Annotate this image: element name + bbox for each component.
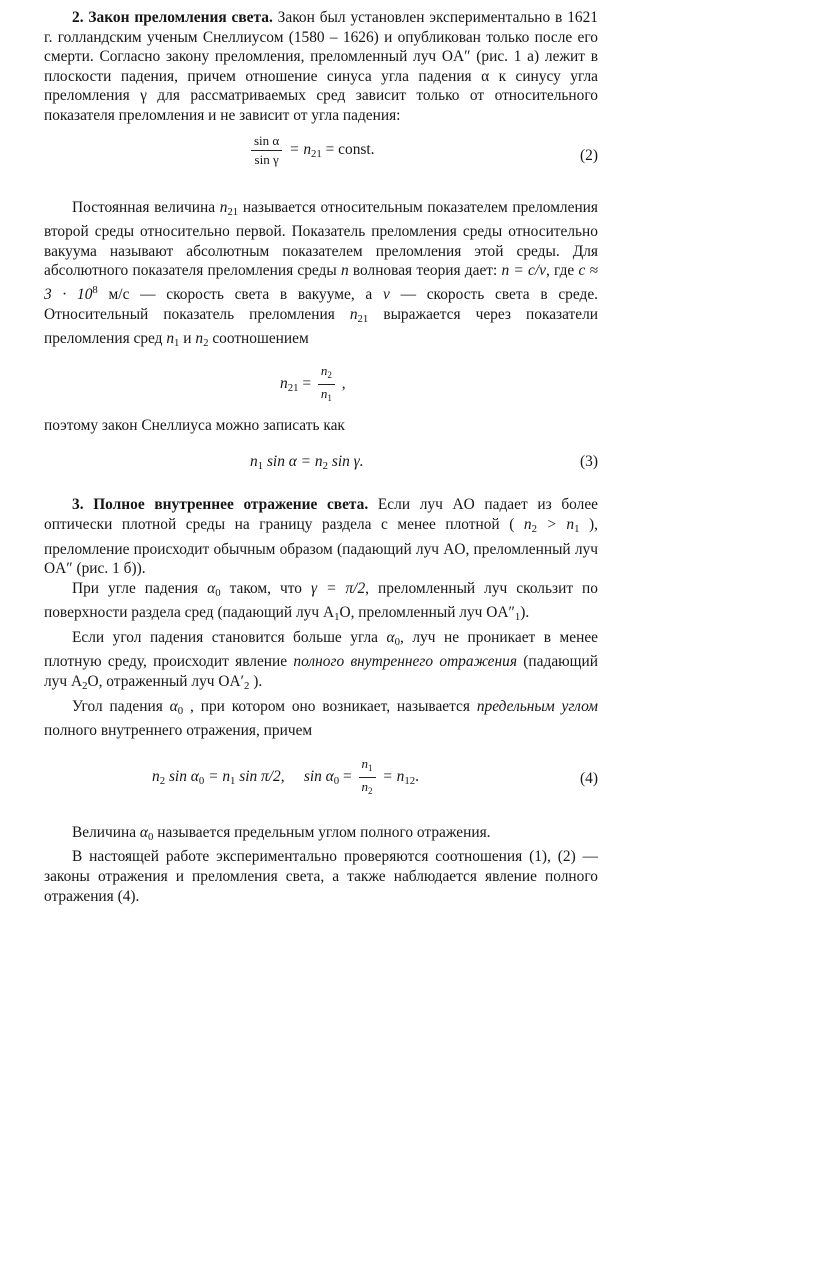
section3-heading: 3. Полное внутреннее отражение света. xyxy=(72,496,369,514)
section2-paragraph-3: поэтому закон Снеллиуса можно записать как xyxy=(44,416,345,434)
section3-paragraph-5: Величина $\alpha_0$ называется предельным углом полного отражения. xyxy=(72,823,491,843)
section2-heading: 2. Закон преломления света. xyxy=(72,9,273,26)
section3-paragraph-6: В настоящей работе экспериментально проверяются соотношения (1), (2) — законы отражения и преломления света, а также наблюдается явление полного отражения (4). xyxy=(44,848,598,905)
section2-paragraph xyxy=(44,8,598,126)
n1-over-n2-fraction: $\frac{n_1}{n_2}$ xyxy=(359,755,376,800)
document-page xyxy=(44,0,598,906)
equation-ratio: $n_{21}$ = $\frac{n_2}{n_1}$ , xyxy=(44,362,598,416)
sin-ratio-fraction: $\frac{\text{sin α}}{\text{sin γ}}$ xyxy=(251,132,282,169)
section3-paragraph-2: При угле падения $\alpha_0$ таком, что γ = π/2, преломленный луч скользит по поверхности раздела сред (падающий луч $A_1O$, преломленный луч $OA''_1$). xyxy=(44,579,598,624)
section3-paragraph-4: Угол падения $\alpha_0$ , при котором оно возникает, называется предельным углом полного внутреннего отражения, причем xyxy=(44,697,599,740)
equation-2: $\frac{\text{sin α}}{\text{sin γ}}$ = $n_{21}$ = const. (2) xyxy=(44,132,598,186)
equation-3: $n_1$ $\sin \alpha = n_2$ sin γ. (3) xyxy=(250,453,598,473)
equation-4-number: (4) xyxy=(580,769,598,787)
n2-over-n1-fraction: $\frac{n_2}{n_1}$ xyxy=(318,362,335,407)
section2-intro: Закон был установлен экспериментально в 1621 г. голландским ученым Снеллиусом (1580 – 1626) и опубликован только после его смерти. Согласно закону преломления, преломленный луч OA″ (рис. 1 а) лежит в плоскости падения, причем отношение синуса угла падения α к синусу угла преломления γ для рассматриваемых сред зависит только от относительного показателя преломления и не зависит от угла падения: xyxy=(44,9,598,124)
section2-paragraph-2: Постоянная величина $n_{21}$ называется относительным показателем преломления второй среды относительно первой. Показатель преломления среды относительно вакуума называют абсолютным показателем преломления этой среды. Для абсолютного показателя преломления среды n волновая теория дает: n = c/v, где $c \approx 3 \cdot 10^8$ м/с — скорость света в вакууме, а v — скорость света в среде. Относительный показатель преломления $n_{21}$ выражается через показатели преломления сред $n_1$ и $n_2$ соотношением xyxy=(44,198,599,350)
equation-2-number: (2) xyxy=(580,146,598,164)
section3-paragraph-1: 3. Полное внутреннее отражение света. Если луч AO падает из более оптически плотной среды на границу раздела с менее плотной ( $n_2 > n_1$ ), преломление происходит обычным образом (падающий луч AO, преломленный луч OA″ (рис. 1 б)). xyxy=(44,496,598,578)
equation-4: $n_2$ $\sin \alpha_0 = n_1$ sin π/2, $\sin \alpha_0$ = $\frac{n_1}{n_2}$ = $n_{12}$. (4) xyxy=(44,755,598,819)
equation-3-number: (3) xyxy=(580,453,598,471)
section3-paragraph-3: Если угол падения становится больше угла $\alpha_0$, луч не проникает в менее плотную среду, происходит явление полного внутреннего отражения (падающий луч $A_2O$, отраженный луч $OA'_2$ ). xyxy=(44,628,598,693)
